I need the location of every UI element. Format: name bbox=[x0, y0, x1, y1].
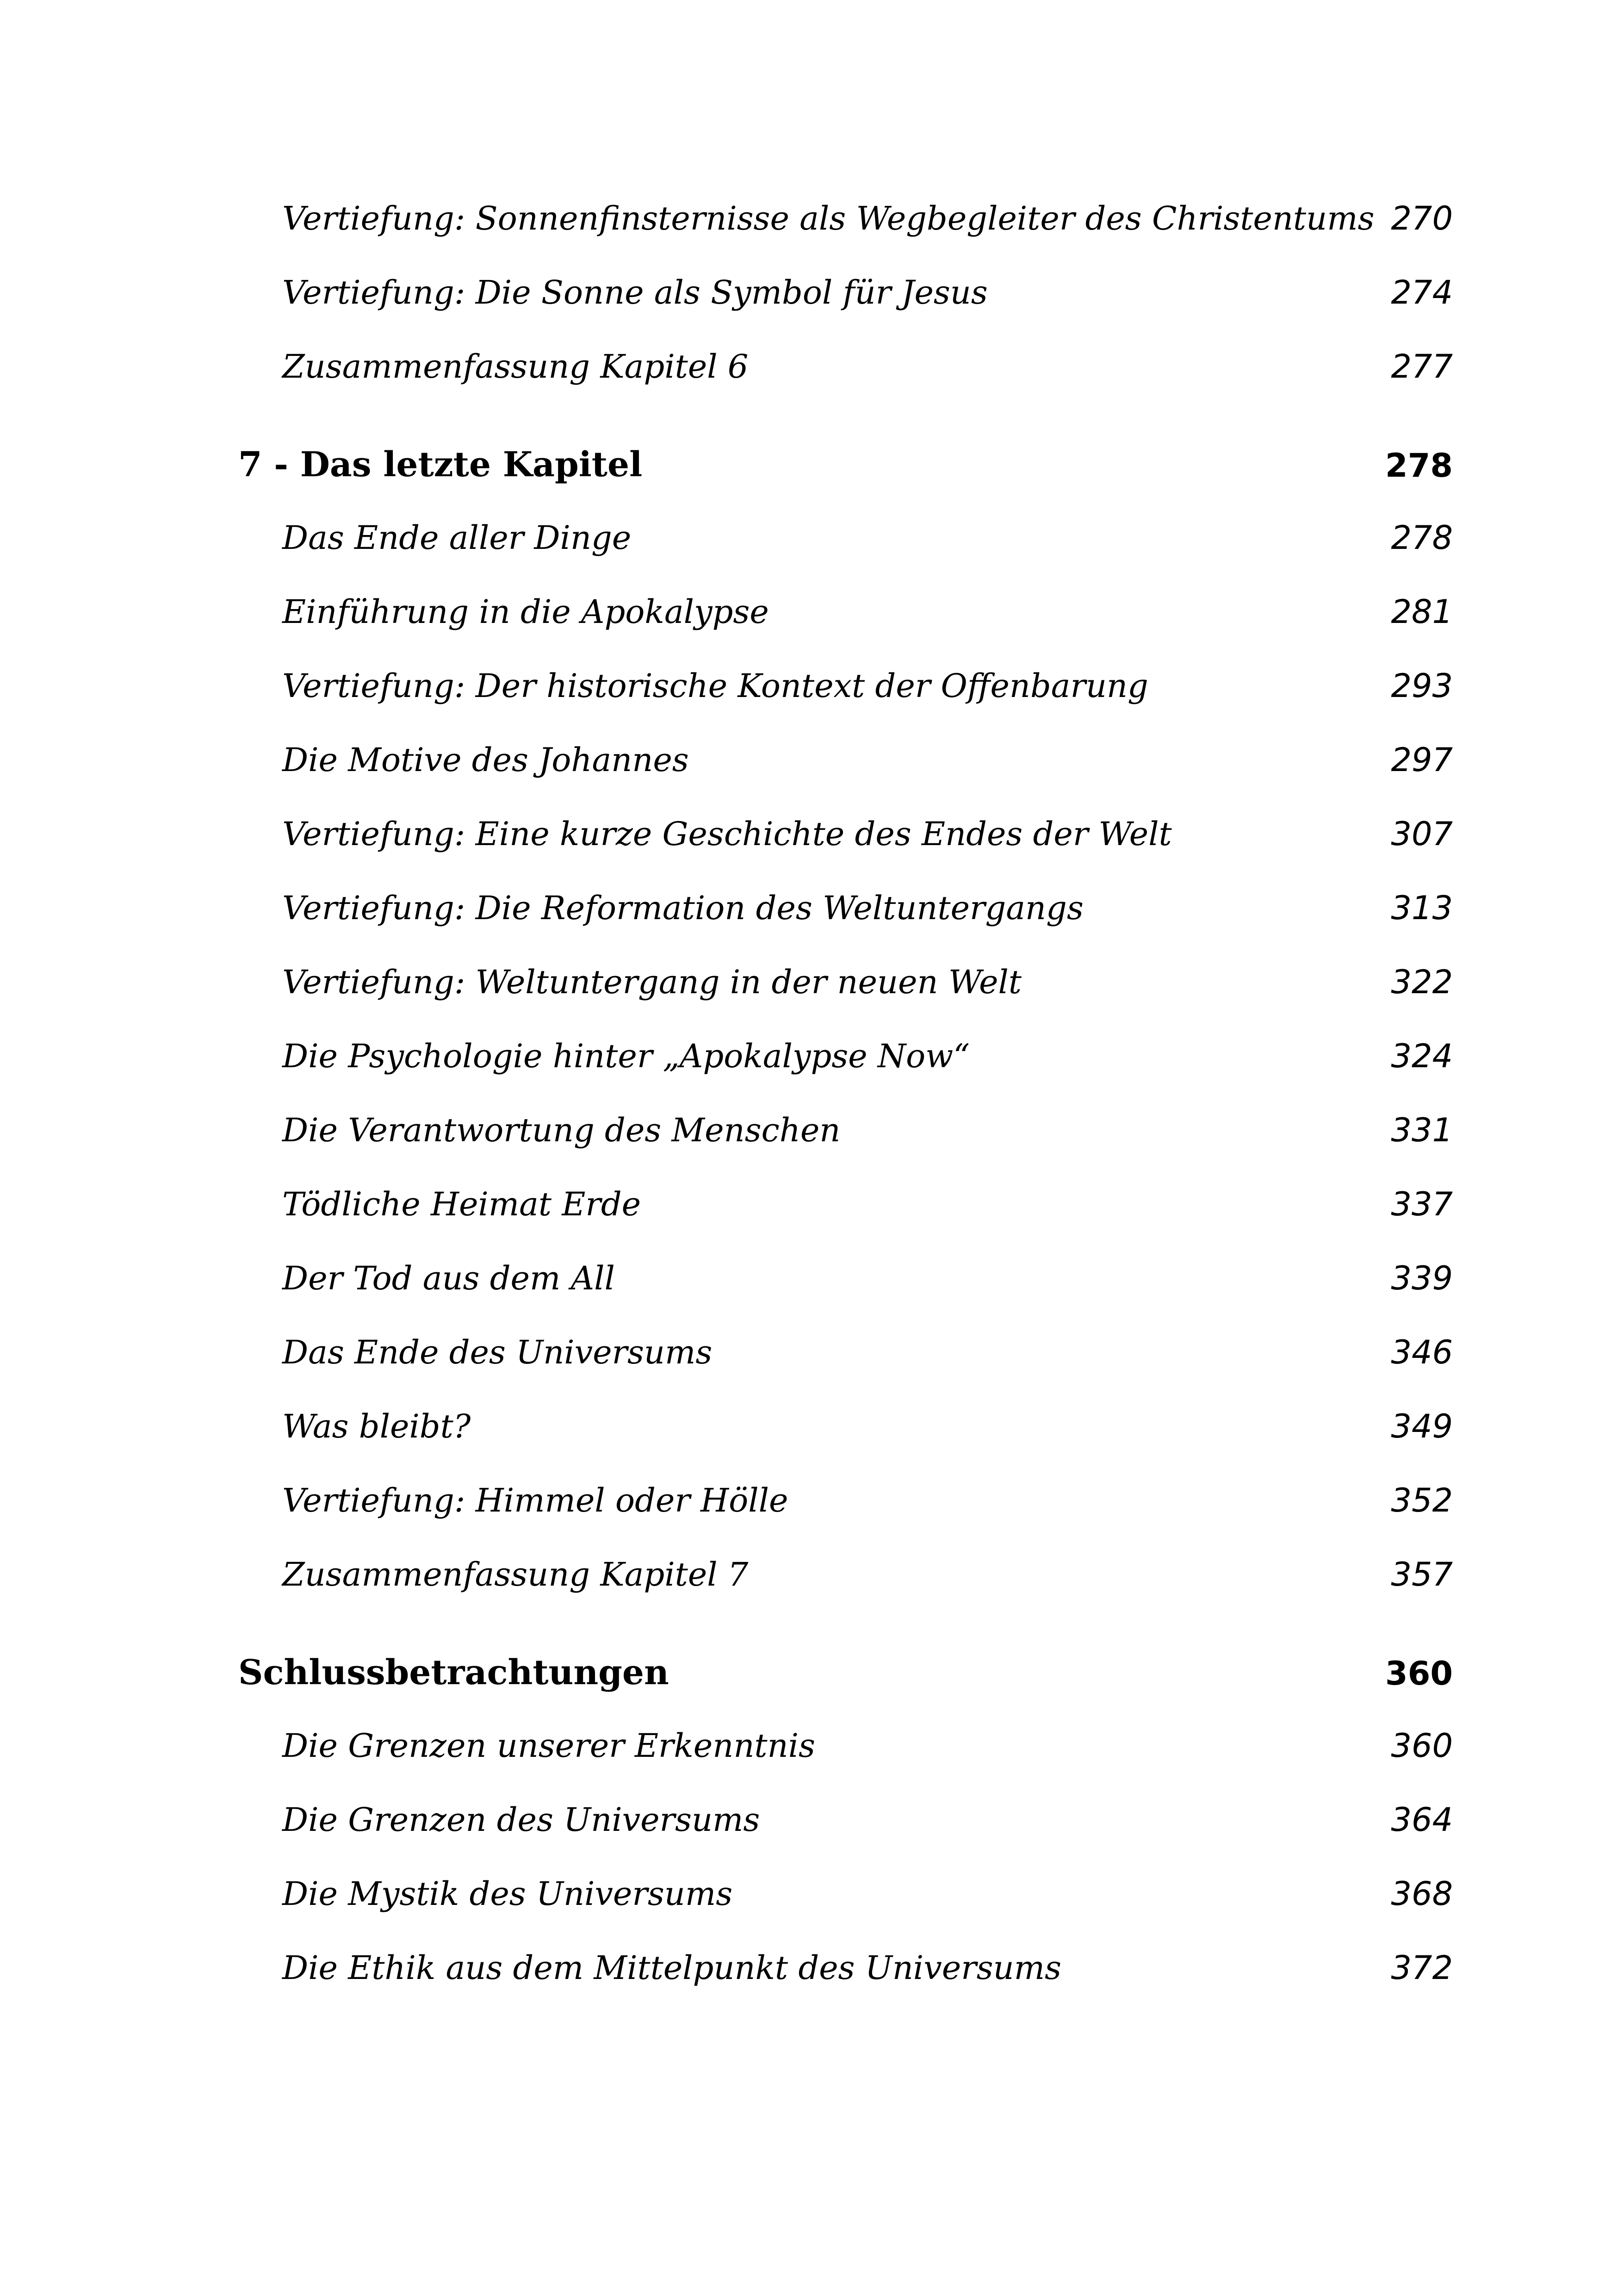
toc-chapter-title: 7 - Das letzte Kapitel bbox=[238, 445, 643, 485]
toc-entry-page: 270 bbox=[1391, 199, 1453, 237]
toc-entry-page: 368 bbox=[1391, 1875, 1453, 1913]
toc-entry-page: 281 bbox=[1391, 593, 1453, 631]
toc-entry-page: 360 bbox=[1391, 1727, 1453, 1765]
toc-chapter-heading bbox=[238, 1652, 1453, 1726]
toc-entry-title: Zusammenfassung Kapitel 6 bbox=[282, 348, 749, 386]
toc-entry-page: 352 bbox=[1391, 1481, 1453, 1519]
toc-entry-title: Die Motive des Johannes bbox=[282, 741, 689, 779]
toc-entry bbox=[238, 592, 1453, 666]
toc-entry-title: Das Ende des Universums bbox=[282, 1333, 713, 1371]
toc-chapter-title: Schlussbetrachtungen bbox=[238, 1653, 669, 1692]
toc-entry bbox=[238, 273, 1453, 347]
toc-entry-page: 331 bbox=[1391, 1111, 1453, 1149]
toc-entry-page: 297 bbox=[1391, 741, 1453, 779]
toc-entry-page: 274 bbox=[1391, 274, 1453, 311]
toc-entry bbox=[238, 1185, 1453, 1259]
table-of-contents bbox=[238, 199, 1453, 2022]
toc-entry-page: 372 bbox=[1391, 1949, 1453, 1987]
toc-entry-title: Die Ethik aus dem Mittelpunkt des Universums bbox=[282, 1949, 1061, 1987]
toc-chapter-page: 360 bbox=[1385, 1655, 1453, 1692]
toc-entry-title: Vertiefung: Die Reformation des Weltuntergangs bbox=[282, 889, 1084, 927]
toc-entry bbox=[238, 347, 1453, 421]
toc-entry-title: Die Grenzen unserer Erkenntnis bbox=[282, 1727, 815, 1765]
toc-entry-title: Zusammenfassung Kapitel 7 bbox=[282, 1556, 749, 1593]
toc-entry-page: 346 bbox=[1391, 1333, 1453, 1371]
toc-entry bbox=[238, 199, 1453, 273]
toc-entry-page: 293 bbox=[1391, 667, 1453, 705]
toc-entry-page: 277 bbox=[1391, 348, 1453, 386]
toc-entry bbox=[238, 963, 1453, 1037]
toc-entry bbox=[238, 1037, 1453, 1111]
toc-entry-page: 349 bbox=[1391, 1407, 1453, 1445]
toc-entry bbox=[238, 1111, 1453, 1185]
toc-entry bbox=[238, 1333, 1453, 1407]
toc-entry-page: 313 bbox=[1391, 889, 1453, 927]
toc-entry bbox=[238, 1800, 1453, 1874]
toc-entry-title: Vertiefung: Himmel oder Hölle bbox=[282, 1481, 788, 1519]
toc-entry bbox=[238, 1874, 1453, 1948]
toc-chapter-page: 278 bbox=[1385, 447, 1453, 485]
toc-entry-title: Vertiefung: Weltuntergang in der neuen Welt bbox=[282, 963, 1022, 1001]
toc-entry-title: Die Psychologie hinter „Apokalypse Now“ bbox=[282, 1037, 970, 1075]
toc-entry bbox=[238, 815, 1453, 889]
toc-entry-page: 339 bbox=[1391, 1259, 1453, 1297]
toc-entry-title: Vertiefung: Die Sonne als Symbol für Jesus bbox=[282, 274, 988, 311]
toc-entry-page: 322 bbox=[1391, 963, 1453, 1001]
toc-entry bbox=[238, 666, 1453, 740]
toc-entry-title: Der Tod aus dem All bbox=[282, 1259, 615, 1297]
toc-entry-title: Tödliche Heimat Erde bbox=[282, 1185, 641, 1223]
toc-chapter-heading bbox=[238, 444, 1453, 518]
toc-entry-page: 278 bbox=[1391, 519, 1453, 557]
toc-entry-title: Vertiefung: Eine kurze Geschichte des Endes der Welt bbox=[282, 815, 1172, 853]
toc-entry bbox=[238, 1407, 1453, 1481]
toc-entry bbox=[238, 1555, 1453, 1629]
toc-entry-title: Die Verantwortung des Menschen bbox=[282, 1111, 841, 1149]
toc-entry bbox=[238, 889, 1453, 963]
toc-entry-page: 337 bbox=[1391, 1185, 1453, 1223]
toc-entry-title: Vertiefung: Sonnenfinsternisse als Wegbegleiter des Christentums bbox=[282, 199, 1375, 237]
toc-entry-page: 324 bbox=[1391, 1037, 1453, 1075]
toc-entry bbox=[238, 740, 1453, 815]
toc-entry-page: 307 bbox=[1391, 815, 1453, 853]
toc-entry-title: Einführung in die Apokalypse bbox=[282, 593, 769, 631]
toc-entry-title: Was bleibt? bbox=[282, 1407, 471, 1445]
toc-entry-page: 364 bbox=[1391, 1801, 1453, 1839]
toc-entry-title: Das Ende aller Dinge bbox=[282, 519, 632, 557]
toc-entry-title: Vertiefung: Der historische Kontext der Offenbarung bbox=[282, 667, 1148, 705]
toc-entry bbox=[238, 1259, 1453, 1333]
toc-entry-page: 357 bbox=[1391, 1556, 1453, 1593]
toc-entry bbox=[238, 1726, 1453, 1800]
toc-entry-title: Die Grenzen des Universums bbox=[282, 1801, 760, 1839]
toc-entry bbox=[238, 1948, 1453, 2022]
toc-entry bbox=[238, 1481, 1453, 1555]
toc-entry-title: Die Mystik des Universums bbox=[282, 1875, 733, 1913]
toc-entry bbox=[238, 518, 1453, 592]
